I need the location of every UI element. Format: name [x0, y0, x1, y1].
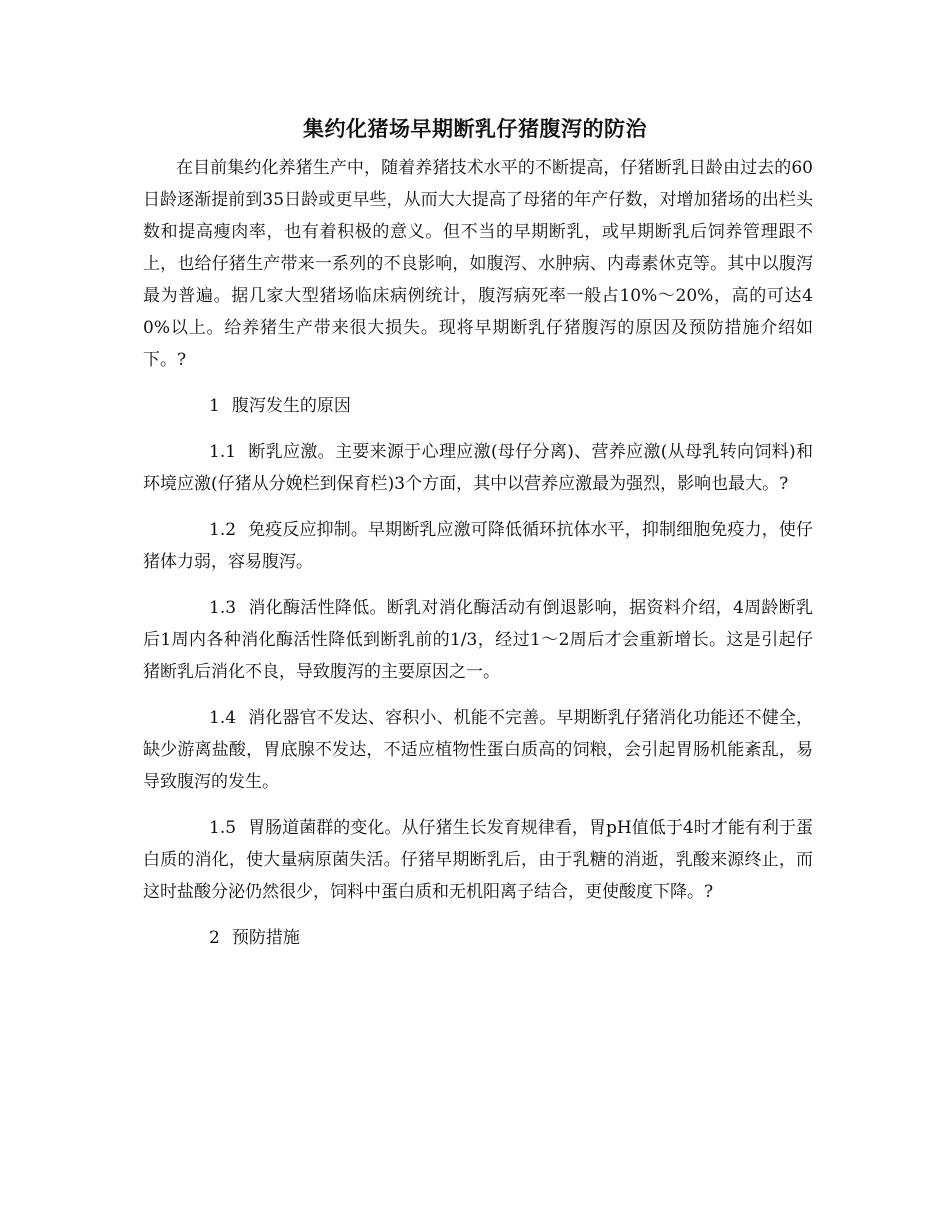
item-number: 1.1: [209, 442, 237, 462]
section-title: 腹泻发生的原因: [231, 396, 351, 416]
document-title: 集约化猪场早期断乳仔猪腹泻的防治: [303, 117, 647, 141]
section-heading-causes: [143, 390, 813, 422]
item-text: 消化器官不发达、容积小、机能不完善。早期断乳仔猪消化功能还不健全，缺少游离盐酸，胃底腺不发达，不适应植物性蛋白质高的饲粮，会引起胃肠机能紊乱，易导致腹泻的发生。: [143, 708, 813, 792]
section-number: 2: [209, 928, 220, 948]
cause-item-paragraph: [143, 812, 813, 908]
section-number: 1: [209, 396, 220, 416]
item-number: 1.3: [209, 598, 237, 618]
section-heading-prevention: [143, 922, 813, 954]
cause-item-paragraph: [143, 436, 813, 500]
item-text: 断乳应激。主要来源于心理应激(母仔分离)、营养应激(从母乳转向饲料)和环境应激(仔猪从分娩栏到保育栏)3个方面，其中以营养应激最为强烈，影响也最大。?: [143, 442, 813, 494]
item-number: 1.5: [209, 818, 237, 838]
section-title: 预防措施: [231, 928, 300, 948]
item-text: 消化酶活性降低。断乳对消化酶活动有倒退影响，据资料介绍，4周龄断乳后1周内各种消化酶活性降低到断乳前的1/3，经过1～2周后才会重新增长。这是引起仔猪断乳后消化不良，导致腹泻的主要原因之一。: [143, 598, 813, 682]
item-number: 1.2: [209, 520, 237, 540]
item-text: 免疫反应抑制。早期断乳应激可降低循环抗体水平，抑制细胞免疫力，使仔猪体力弱，容易腹泻。: [143, 520, 813, 572]
intro-paragraph: 在目前集约化养猪生产中，随着养猪技术水平的不断提高，仔猪断乳日龄由过去的60日龄逐渐提前到35日龄或更早些，从而大大提高了母猪的年产仔数，对增加猪场的出栏头数和提高瘦肉率，也有着积极的意义。但不当的早期断乳，或早期断乳后饲养管理跟不上，也给仔猪生产带来一系列的不良影响，如腹泻、水肿病、内毒素休克等。其中以腹泻最为普遍。据几家大型猪场临床病例统计，腹泻病死率一般占10%～20%，高的可达40%以上。给养猪生产带来很大损失。现将早期断乳仔猪腹泻的原因及预防措施介绍如下。?: [143, 158, 813, 370]
cause-item-paragraph: [143, 514, 813, 578]
document-body: [143, 152, 813, 968]
item-text: 胃肠道菌群的变化。从仔猪生长发育规律看，胃pH值低于4时才能有利于蛋白质的消化，使大量病原菌失活。仔猪早期断乳后，由于乳糖的消逝，乳酸来源终止，而这时盐酸分泌仍然很少，饲料中蛋白质和无机阳离子结合，更使酸度下降。?: [143, 818, 813, 902]
cause-item-paragraph: [143, 702, 813, 798]
cause-item-paragraph: [143, 592, 813, 688]
item-number: 1.4: [209, 708, 237, 728]
